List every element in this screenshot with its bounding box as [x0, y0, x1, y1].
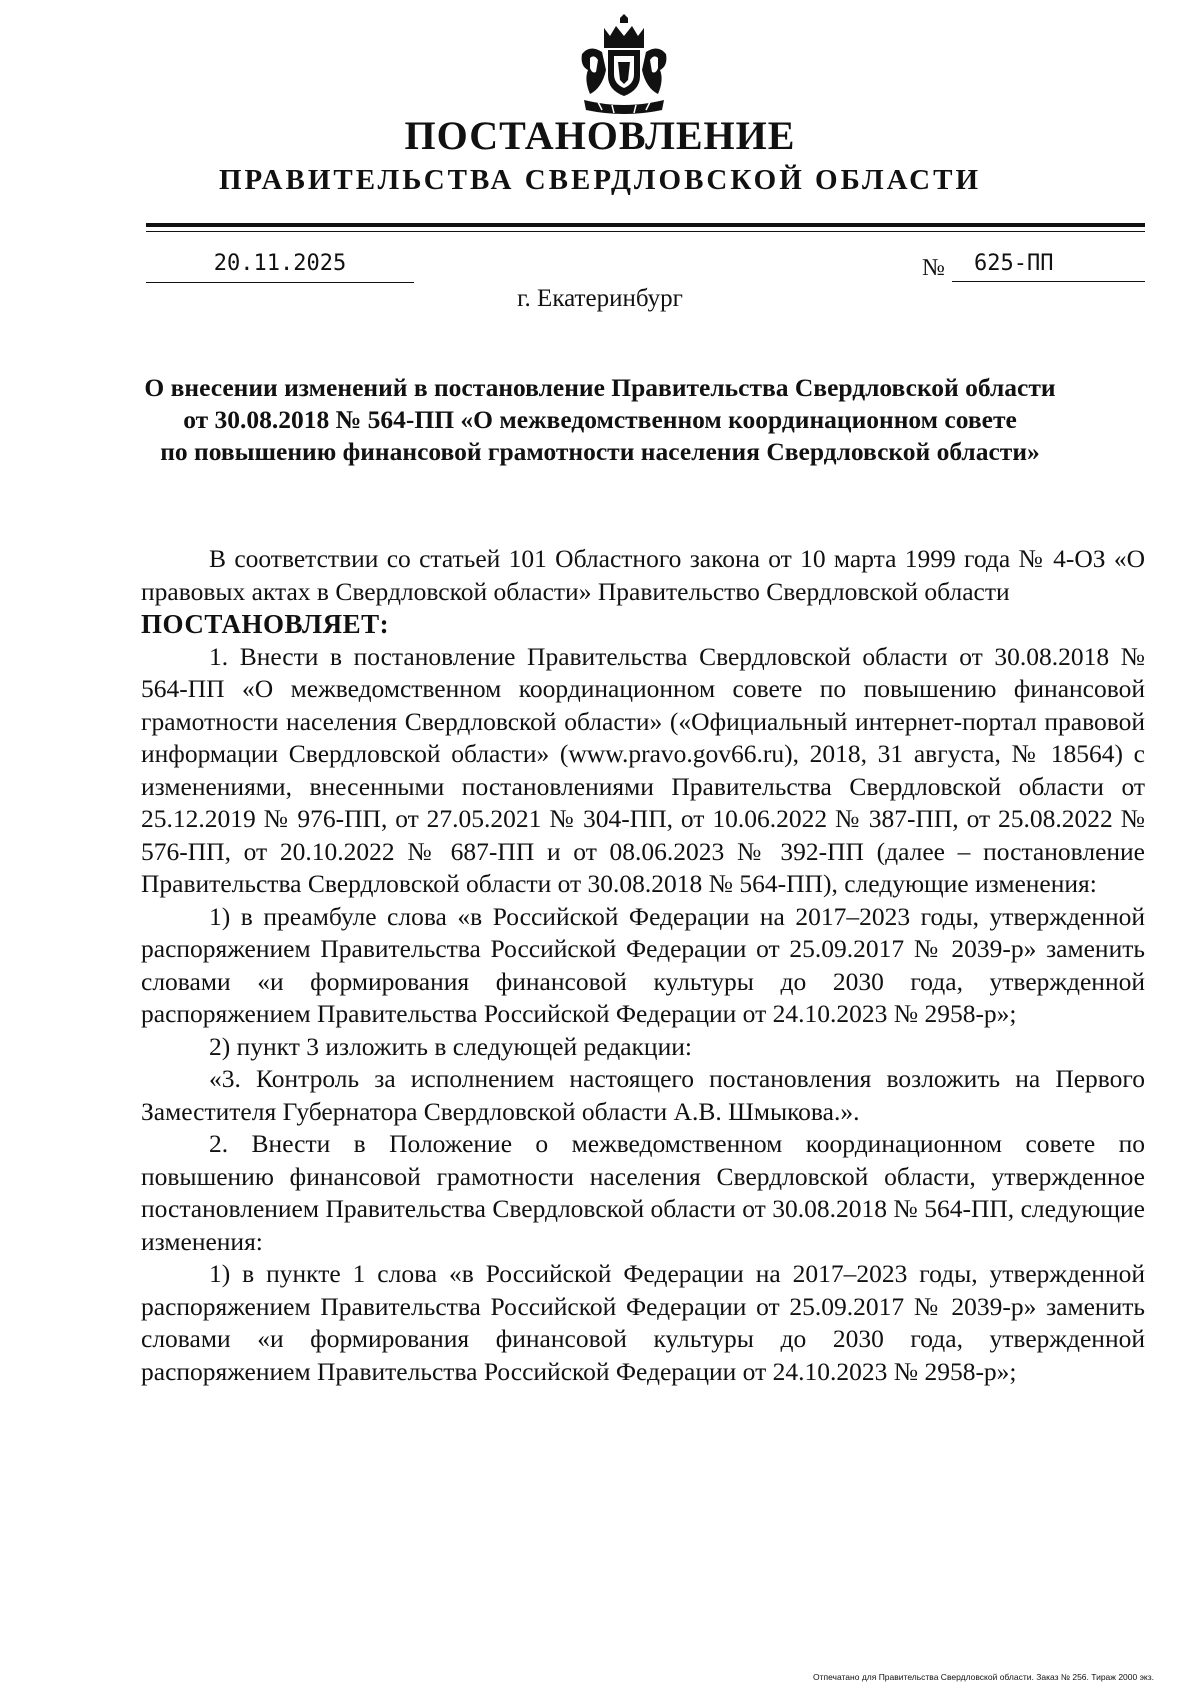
- print-imprint: Отпечатано для Правительства Свердловской области. Заказ № 256. Тираж 2000 экз.: [812, 1672, 1154, 1682]
- document-title-line: от 30.08.2018 № 564-ПП «О межведомственном координационном совете: [183, 405, 1017, 434]
- body-paragraph: 1) в пункте 1 слова «в Российской Федерации на 2017–2023 годы, утвержденной распоряжением Правительства Российской Федерации от 25.09.2017 № 2039-р» заменить словами «и формирования финансовой культуры до 2030 года, утвержденной распоряжением Правительства Российской Федерации от 24.10.2023 № 2958-р»;: [141, 1259, 1145, 1386]
- page-subtitle: ПРАВИТЕЛЬСТВА СВЕРДЛОВСКОЙ ОБЛАСТИ: [218, 164, 982, 196]
- document-city: г. Екатеринбург: [517, 285, 683, 312]
- document-number: 625-ПП: [952, 246, 1145, 282]
- resolves-heading: ПОСТАНОВЛЯЕТ:: [141, 609, 390, 639]
- number-sign: №: [922, 255, 945, 281]
- header-divider-thick: [146, 223, 1145, 227]
- body-paragraph: 2. Внести в Положение о межведомственном координационном совете по повышению финансовой грамотности населения Свердловской области, утвержденное постановлением Правительства Свердловской области от 30.08.2018 № 564-ПП, следующие изменения:: [141, 1129, 1145, 1256]
- preamble-paragraph: В соответствии со статьей 101 Областного закона от 10 марта 1999 года № 4-ОЗ «О правовых актах в Свердловской области» Правительство Свердловской области: [141, 544, 1145, 606]
- document-date: 20.11.2025: [146, 246, 414, 283]
- document-title-line: по повышению финансовой грамотности населения Свердловской области»: [160, 437, 1040, 466]
- document-title: [120, 372, 1080, 468]
- body-paragraph: 2) пункт 3 изложить в следующей редакции:: [209, 1031, 692, 1061]
- page-title: ПОСТАНОВЛЕНИЕ: [404, 113, 796, 158]
- header-divider-thin: [146, 231, 1145, 232]
- body-paragraph: «3. Контроль за исполнением настоящего постановления возложить на Первого Заместителя Губернатора Свердловской области А.В. Шмыкова.».: [141, 1064, 1145, 1126]
- document-title-line: О внесении изменений в постановление Правительства Свердловской области: [144, 373, 1056, 402]
- body-paragraph: 1. Внести в постановление Правительства Свердловской области от 30.08.2018 № 564-ПП «О межведомственном координационном совете по повышению финансовой грамотности населения Свердловской области» («Официальный интернет-портал правовой информации Свердловской области» (www.pravo.gov66.ru), 2018, 31 августа, № 18564) с изменениями, внесенными постановлениями Правительства Свердловской области от 25.12.2019 № 976-ПП, от 27.05.2021 № 304-ПП, от 10.06.2022 № 387-ПП, от 25.08.2022 № 576-ПП, от 20.10.2022 № 687-ПП и от 08.06.2023 № 392-ПП (далее – постановление Правительства Свердловской области от 30.08.2018 № 564-ПП), следующие изменения:: [141, 641, 1145, 898]
- body-paragraph: 1) в преамбуле слова «в Российской Федерации на 2017–2023 годы, утвержденной распоряжением Правительства Российской Федерации от 25.09.2017 № 2039-р» заменить словами «и формирования финансовой культуры до 2030 года, утвержденной распоряжением Правительства Российской Федерации от 24.10.2023 № 2958-р»;: [141, 901, 1145, 1028]
- document-body: [141, 543, 1145, 1388]
- coat-of-arms-icon: [576, 14, 672, 118]
